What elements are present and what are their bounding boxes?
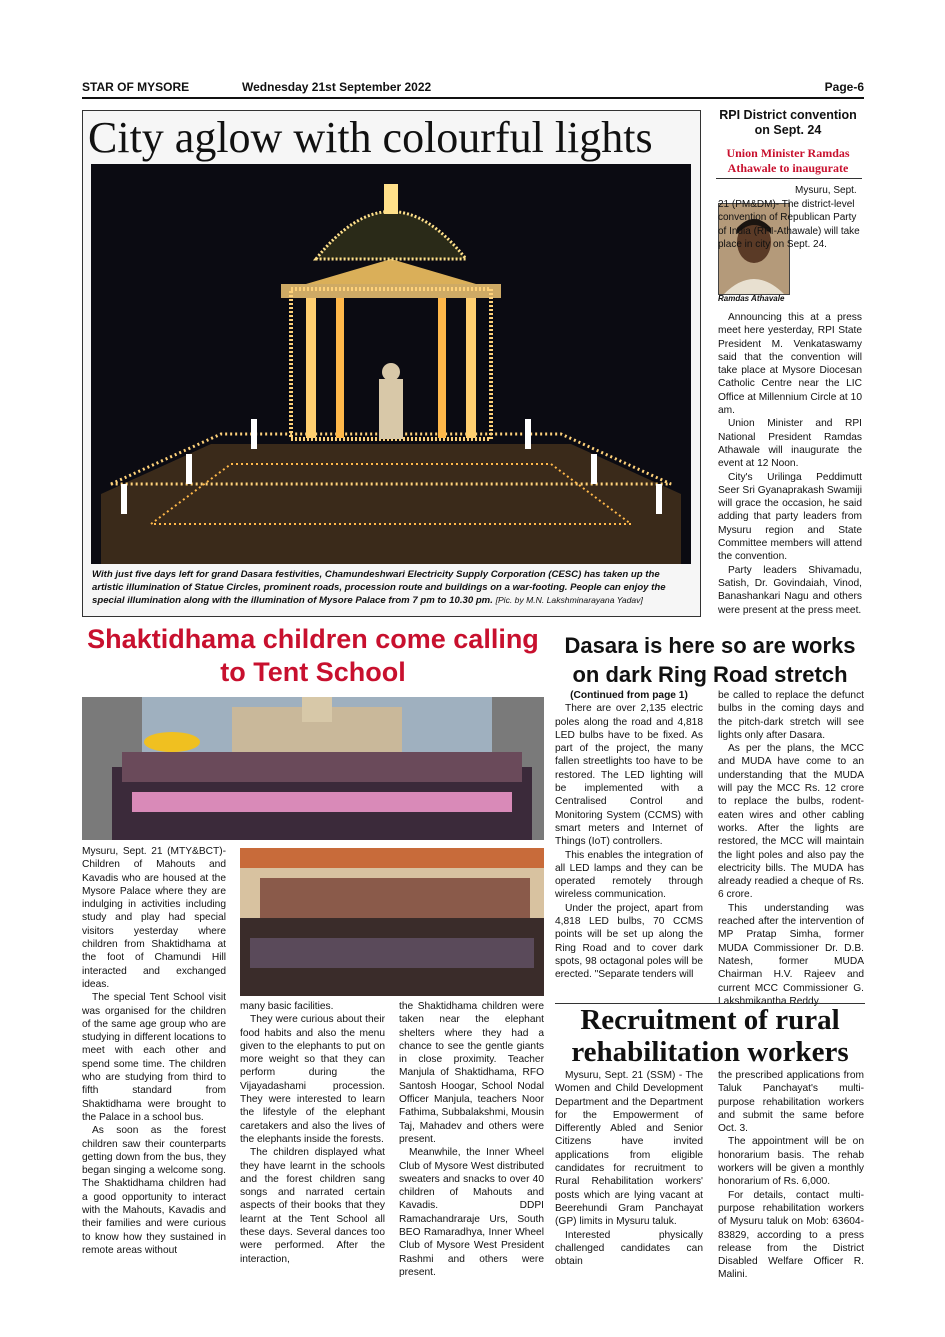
recruit-headline: Recruitment of rural rehabilitation workers [571,1004,849,1068]
recruit-column-2 [718,1069,864,1282]
kids-column-1 [82,845,226,1257]
issue-date: Wednesday 21st September 2022 [242,80,432,94]
page-number: Page-6 [824,80,864,94]
dasara-paragraph: Under the project, apart from 4,818 LED bulbs, 70 CCMS points will be set up along the Ring Road and to cover dark spots, 98 octagonal poles will be erected. "Separate tenders will [555,902,703,981]
lead-headline: City aglow with colourful lights [88,113,653,162]
rpi-body [718,311,862,617]
publication-name: STAR OF MYSORE [82,80,190,94]
rpi-paragraph: Party leaders Shivamadu, Satish, Dr. Govindaiah, Vinod, Banashankari Nagu and others were present at the press meet. [718,564,862,616]
lead-photo-caption [92,568,690,607]
rpi-lead-text: Mysuru, Sept. 21 (PM&DM)- The district-level convention of Republican Party of India (RPI-Athawale) will take place in city on Sept. 24. [718,185,860,250]
rpi-headline: RPI District convention on Sept. 24 [719,108,857,137]
illuminated-statue-circle-photo [91,164,691,564]
dasara-headline: Dasara is here so are works on dark Ring Road stretch [564,633,856,687]
continued-note: (Continued from page 1) [570,690,688,701]
recruit-column-1 [555,1069,703,1268]
dasara-paragraph: There are over 2,135 electric poles along the road and 4,818 LED bulbs have to be fixed. As part of the project, the many fallen streetlights too have to be restored. The LED lighting will be implemented with a Centralised Control and Monitoring System (CCMS) with smart meters and Internet of Things (IoT) controllers. [555,703,703,848]
dasara-paragraph: This understanding was reached after the intervention of MP Pratap Simha, former MUDA Commissioner Dr. D.B. Natesh, former MUDA Chairman H.V. Rajeev and current MCC Commissioner G. Lakshmikantha Reddy. [718,902,864,1007]
dasara-paragraph: This enables the integration of all LED lamps and they can be operated remotely through wireless communication. [555,849,703,901]
recruit-paragraph: The appointment will be on honorarium basis. The rehab workers will be given a monthly honorarium of Rs. 6,000. [718,1136,864,1188]
recruit-paragraph: the prescribed applications from Taluk Panchayat's multi-purpose rehabilitation workers and submit the same before Oct. 3. [718,1070,864,1135]
illumination-illustration [91,164,691,564]
rpi-paragraph: Announcing this at a press meet here yesterday, RPI State President M. Venkataswamy said that the convention will take place at Mysore Diocesan Catholic Centre near the LIC Office at Millennium Circle at 10 am. [718,312,862,417]
dasara-column-2 [718,689,864,1008]
kids-paragraph: The children displayed what they have learnt in the schools and the forest children sang songs and narrated certain aspects of their books that they learnt at the Tent School all these days. Several dances too were performed. After the interaction, [240,1147,385,1265]
photo-credit: [Pic. by M.N. Lakshminarayana Yadav] [495,595,643,605]
portrait-caption: Ramdas Athavale [718,294,785,303]
masthead [82,80,864,96]
kids-paragraph: the Shaktidhama children were taken near the elephant shelters where they had a chance to see the gentle giants in close proximity. Teacher Manjula of Shaktidhama, RFO Santosh Hoogar, School Nodal Officer Manjula, teachers Noor Fathima, Subbalakshmi, Mousin Taj, Mahadev and others were present. [399,1001,544,1145]
kids-paragraph: The special Tent School visit was organised for the children of the same age group who are studying in different locations to meet with each other and spend some time. The children who are studying from third to fifth standard from Shaktidhama were brought to the Palace in a school bus. [82,992,226,1123]
kids-column-3 [399,1000,544,1279]
children-group-photo-palace [82,697,544,840]
rpi-rule [716,178,862,179]
kids-headline: Shaktidhama children come calling to Tent School [87,624,539,687]
group-photo-illustration [82,697,544,840]
children-group-photo-tent-school [240,848,544,996]
recruit-paragraph: Mysuru, Sept. 21 (SSM) - The Women and Child Development Department and the Department for the Empowerment of Differently Abled and Senior Citizens have invited applications from eligible candidates for recruitment to Rural Rehabilitation workers' posts which are lying vacant at Beerehundi Gram Panchayat (GP) limits in Mysuru taluk. [555,1070,703,1228]
kids-paragraph: Meanwhile, the Inner Wheel Club of Mysore West distributed sweaters and snacks to over 40 children of Mahouts and Kavadis. DDPI Ramachandraraje Urs, South BEO Ramaradhya, Inner Wheel Club of Mysore West President Rashmi and others were present. [399,1147,544,1278]
dasara-paragraph: As per the plans, the MCC and MUDA have come to an understanding that the MUDA will pay the MCC Rs. 12 crore to replace the bulbs, rodent-eaten wires and other cabling works. After the lights are restored, the MCC will maintain the light poles and also pay the electricity bills. The MUDA has already readied a cheque of Rs. 6 crore. [718,743,864,901]
dasara-paragraph: be called to replace the defunct bulbs in the coming days and the pitch-dark stretch will see lights only after Dasara. [718,690,864,741]
kids-column-2 [240,1000,385,1266]
kids-paragraph: Mysuru, Sept. 21 (MTY&BCT)- Children of Mahouts and Kavadis who are housed at the Mysore Palace where they are indulging in activities including study and play had special visitors yesterday where children from Shaktidhama at the foot of Chamundi Hill interacted and exchanged ideas. [82,846,226,990]
kids-paragraph: They were curious about their food habits and also the menu given to the elephants to put on more weight so that they can perform during the Vijayadashami procession. They were interested to learn the lifestyle of the elephant caretakers and also the lives of the elephants inside the forests. [240,1014,385,1145]
recruit-paragraph: Interested physically challenged candidates can obtain [555,1229,703,1268]
rpi-subhead: Union Minister Ramdas Athawale to inaugurate [726,146,850,175]
recruit-paragraph: For details, contact multi-purpose rehabilitation workers of Mysuru taluk on Mob: 63604-83829, according to a press release from the District Disabled Welfare Officer R. Malini. [718,1189,864,1281]
rpi-lead-paragraph [718,184,862,252]
masthead-rule [82,97,864,99]
kids-paragraph: As soon as the forest children saw their counterparts getting down from the bus, they began singing a welcome song. The Shaktidhama children had a good opportunity to interact with the Mahouts, Kavadis and their families and were curious to know how they sustained in remote areas without [82,1125,226,1256]
caption-text: With just five days left for grand Dasara festivities, Chamundeshwari Electricity Supply Corporation (CESC) has taken up the artistic illumination of Statue Circles, prominent roads, procession route and buildings on a war-footing. People can enjoy the special illumination along with the illumination of Mysore Palace from 7 pm to 10.30 pm. [92,569,666,606]
tent-school-photo-illustration [240,848,544,996]
rpi-paragraph: City's Urilinga Peddimutt Seer Sri Gyanaprakash Swamiji will grace the occasion, he said adding that party leaders from Mysuru region and State Committee members will attend the convention. [718,471,862,563]
dasara-column-1 [555,689,703,982]
kids-paragraph: many basic facilities. [240,1001,334,1012]
rpi-paragraph: Union Minister and RPI National President Ramdas Athawale will inaugurate the event at 12 Noon. [718,418,862,470]
